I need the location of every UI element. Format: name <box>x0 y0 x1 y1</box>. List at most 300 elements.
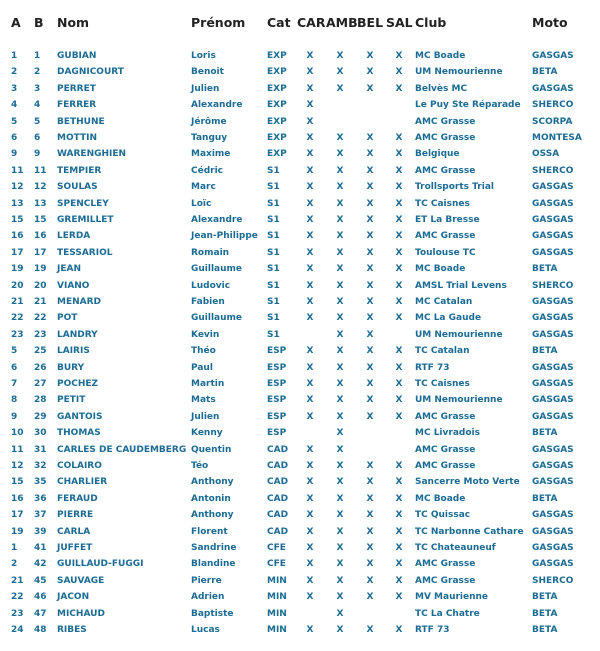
cell-moto: GASGAS <box>532 182 574 193</box>
table-row <box>0 392 600 408</box>
table-row <box>0 491 600 507</box>
cell-moto: BETA <box>532 493 558 504</box>
table-row <box>0 540 600 556</box>
cell-moto: GASGAS <box>532 51 574 61</box>
cell-a: 22 <box>11 313 24 324</box>
cell-nom: BETHUNE <box>57 116 105 127</box>
cell-club: MC Catalan <box>415 297 473 307</box>
cell-bel: X <box>366 67 374 78</box>
cell-car: X <box>306 165 314 176</box>
cell-sal: X <box>395 247 403 258</box>
cell-sal: X <box>395 83 403 94</box>
cell-a: 6 <box>11 133 18 143</box>
cell-moto: BETA <box>532 625 558 635</box>
cell-bel: X <box>366 133 374 143</box>
cell-nom: JEAN <box>57 264 81 275</box>
cell-prenom: Loïc <box>191 198 212 209</box>
cell-b: 16 <box>34 231 47 242</box>
cell-club: TC Catalan <box>415 346 470 357</box>
cell-nom: LAIRIS <box>57 346 90 357</box>
cell-bel: X <box>366 313 374 324</box>
cell-nom: CHARLIER <box>57 477 108 488</box>
cell-cat: CFE <box>267 543 286 553</box>
cell-cat: CAD <box>267 477 289 488</box>
cell-a: 6 <box>11 362 18 373</box>
cell-amb: X <box>336 165 344 176</box>
cell-prenom: Cédric <box>191 165 224 176</box>
cell-prenom: Baptiste <box>191 608 234 619</box>
cell-prenom: Jérôme <box>191 116 227 127</box>
cell-b: 35 <box>34 477 47 488</box>
cell-club: AMC Grasse <box>415 559 476 570</box>
cell-prenom: Kevin <box>191 329 220 340</box>
cell-amb: X <box>336 83 344 94</box>
cell-prenom: Fabien <box>191 297 225 307</box>
cell-sal: X <box>395 625 403 635</box>
cell-a: 4 <box>11 100 18 111</box>
table-row <box>0 556 600 572</box>
cell-a: 20 <box>11 280 24 291</box>
cell-b: 5 <box>34 116 41 127</box>
cell-a: 9 <box>11 411 18 422</box>
cell-nom: COLAIRO <box>57 461 102 471</box>
cell-b: 26 <box>34 362 47 373</box>
cell-car: X <box>306 444 314 455</box>
cell-prenom: Mats <box>191 395 216 406</box>
cell-sal: X <box>395 67 403 78</box>
table-row <box>0 114 600 130</box>
cell-sal: X <box>395 149 403 160</box>
table-row <box>0 228 600 244</box>
cell-cat: ESP <box>267 395 287 406</box>
table-row <box>0 622 600 638</box>
cell-amb: X <box>336 477 344 488</box>
header-row <box>0 14 600 30</box>
cell-b: 28 <box>34 395 47 406</box>
cell-bel: X <box>366 559 374 570</box>
cell-car: X <box>306 559 314 570</box>
cell-nom: POT <box>57 313 78 324</box>
cell-prenom: Théo <box>191 346 216 357</box>
cell-cat: EXP <box>267 149 287 160</box>
cell-cat: CAD <box>267 444 289 455</box>
cell-cat: EXP <box>267 51 287 61</box>
table-row <box>0 310 600 326</box>
table-row <box>0 130 600 146</box>
cell-b: 6 <box>34 133 41 143</box>
cell-b: 32 <box>34 461 47 471</box>
cell-sal: X <box>395 575 403 586</box>
cell-moto: BETA <box>532 67 558 78</box>
table-row <box>0 524 600 540</box>
cell-moto: GASGAS <box>532 395 574 406</box>
cell-car: X <box>306 575 314 586</box>
cell-b: 46 <box>34 592 47 603</box>
cell-club: Toulouse TC <box>415 247 476 258</box>
header-bel: BEL <box>357 15 384 30</box>
cell-amb: X <box>336 280 344 291</box>
cell-sal: X <box>395 346 403 357</box>
cell-bel: X <box>366 625 374 635</box>
cell-club: AMC Grasse <box>415 231 476 242</box>
cell-a: 24 <box>11 625 24 635</box>
cell-amb: X <box>336 182 344 193</box>
cell-prenom: Anthony <box>191 510 234 521</box>
cell-a: 2 <box>11 67 18 78</box>
cell-prenom: Anthony <box>191 477 234 488</box>
cell-sal: X <box>395 477 403 488</box>
cell-amb: X <box>336 559 344 570</box>
table-row <box>0 458 600 474</box>
cell-sal: X <box>395 461 403 471</box>
cell-b: 47 <box>34 608 47 619</box>
cell-car: X <box>306 510 314 521</box>
cell-a: 9 <box>11 149 18 160</box>
cell-amb: X <box>336 329 344 340</box>
cell-a: 5 <box>11 116 18 127</box>
cell-bel: X <box>366 297 374 307</box>
cell-nom: FERAUD <box>57 493 98 504</box>
cell-cat: EXP <box>267 116 287 127</box>
cell-b: 25 <box>34 346 47 357</box>
cell-sal: X <box>395 526 403 537</box>
cell-car: X <box>306 592 314 603</box>
cell-a: 10 <box>11 428 24 439</box>
cell-cat: S1 <box>267 280 280 291</box>
cell-prenom: Kenny <box>191 428 223 439</box>
cell-cat: MIN <box>267 625 287 635</box>
cell-cat: S1 <box>267 165 280 176</box>
cell-a: 17 <box>11 510 24 521</box>
header-club: Club <box>415 15 447 30</box>
cell-b: 20 <box>34 280 47 291</box>
cell-nom: LANDRY <box>57 329 98 340</box>
cell-sal: X <box>395 297 403 307</box>
cell-prenom: Florent <box>191 526 228 537</box>
cell-nom: WARENGHIEN <box>57 149 127 160</box>
cell-bel: X <box>366 329 374 340</box>
cell-nom: BURY <box>57 362 85 373</box>
cell-car: X <box>306 247 314 258</box>
cell-amb: X <box>336 264 344 275</box>
cell-prenom: Guillaume <box>191 264 243 275</box>
cell-club: Belvès MC <box>415 83 468 94</box>
cell-nom: GREMILLET <box>57 215 114 225</box>
cell-b: 9 <box>34 149 41 160</box>
cell-a: 12 <box>11 461 24 471</box>
cell-bel: X <box>366 247 374 258</box>
header-prenom: Prénom <box>191 15 246 30</box>
table-row <box>0 146 600 162</box>
cell-prenom: Ludovic <box>191 280 231 291</box>
cell-club: Le Puy Ste Réparade <box>415 100 521 111</box>
cell-moto: SHERCO <box>532 280 574 291</box>
cell-prenom: Sandrine <box>191 543 237 553</box>
cell-nom: CARLES DE CAUDEMBERG <box>57 444 187 455</box>
table-row <box>0 606 600 622</box>
cell-b: 12 <box>34 182 47 193</box>
cell-b: 23 <box>34 329 47 340</box>
cell-club: AMC Grasse <box>415 116 476 127</box>
cell-club: Trollsports Trial <box>415 182 494 193</box>
cell-club: AMC Grasse <box>415 133 476 143</box>
cell-nom: POCHEZ <box>57 379 99 389</box>
cell-club: RTF 73 <box>415 362 450 373</box>
cell-car: X <box>306 215 314 225</box>
cell-sal: X <box>395 133 403 143</box>
cell-moto: GASGAS <box>532 362 574 373</box>
cell-prenom: Julien <box>191 411 220 422</box>
cell-nom: PERRET <box>57 83 96 94</box>
cell-club: TC La Chatre <box>415 608 480 619</box>
cell-a: 23 <box>11 329 24 340</box>
cell-bel: X <box>366 280 374 291</box>
table-row <box>0 343 600 359</box>
cell-car: X <box>306 411 314 422</box>
cell-amb: X <box>336 313 344 324</box>
cell-amb: X <box>336 493 344 504</box>
cell-a: 19 <box>11 526 24 537</box>
cell-a: 16 <box>11 493 24 504</box>
cell-cat: CFE <box>267 559 286 570</box>
table-row <box>0 327 600 343</box>
cell-prenom: Téo <box>191 461 209 471</box>
cell-amb: X <box>336 297 344 307</box>
cell-car: X <box>306 100 314 111</box>
cell-amb: X <box>336 543 344 553</box>
table-row <box>0 212 600 228</box>
cell-bel: X <box>366 493 374 504</box>
cell-a: 11 <box>11 444 24 455</box>
cell-car: X <box>306 116 314 127</box>
cell-b: 19 <box>34 264 47 275</box>
table-row <box>0 278 600 294</box>
cell-sal: X <box>395 379 403 389</box>
cell-b: 21 <box>34 297 47 307</box>
cell-amb: X <box>336 510 344 521</box>
header-nom: Nom <box>57 15 90 30</box>
cell-moto: GASGAS <box>532 247 574 258</box>
cell-bel: X <box>366 149 374 160</box>
cell-club: MC Livradois <box>415 428 480 439</box>
cell-sal: X <box>395 264 403 275</box>
cell-amb: X <box>336 379 344 389</box>
cell-nom: GANTOIS <box>57 411 103 422</box>
cell-sal: X <box>395 231 403 242</box>
cell-amb: X <box>336 395 344 406</box>
cell-bel: X <box>366 510 374 521</box>
cell-nom: TEMPIER <box>57 165 102 176</box>
cell-cat: S1 <box>267 313 280 324</box>
table-row <box>0 376 600 392</box>
header-b: B <box>34 15 44 30</box>
cell-nom: MOTTIN <box>57 133 97 143</box>
cell-amb: X <box>336 575 344 586</box>
cell-nom: SOULAS <box>57 182 98 193</box>
cell-club: MC Boade <box>415 51 466 61</box>
cell-club: RTF 73 <box>415 625 450 635</box>
cell-car: X <box>306 182 314 193</box>
cell-b: 39 <box>34 526 47 537</box>
cell-sal: X <box>395 592 403 603</box>
cell-a: 13 <box>11 198 24 209</box>
cell-moto: BETA <box>532 608 558 619</box>
cell-cat: S1 <box>267 231 280 242</box>
cell-prenom: Martin <box>191 379 225 389</box>
cell-car: X <box>306 395 314 406</box>
cell-amb: X <box>336 608 344 619</box>
cell-bel: X <box>366 182 374 193</box>
cell-nom: JUFFET <box>57 543 93 553</box>
table-row <box>0 97 600 113</box>
cell-prenom: Alexandre <box>191 100 243 111</box>
cell-moto: GASGAS <box>532 411 574 422</box>
cell-club: AMC Grasse <box>415 461 476 471</box>
cell-bel: X <box>366 346 374 357</box>
cell-moto: GASGAS <box>532 543 574 553</box>
cell-bel: X <box>366 264 374 275</box>
cell-nom: PETIT <box>57 395 86 406</box>
cell-prenom: Quentin <box>191 444 232 455</box>
cell-amb: X <box>336 67 344 78</box>
cell-nom: GUILLAUD-FUGGI <box>57 559 144 570</box>
table-row <box>0 507 600 523</box>
cell-prenom: Antonin <box>191 493 231 504</box>
cell-cat: S1 <box>267 247 280 258</box>
cell-cat: EXP <box>267 83 287 94</box>
cell-nom: SPENCLEY <box>57 198 109 209</box>
cell-moto: GASGAS <box>532 559 574 570</box>
cell-club: MC Boade <box>415 264 466 275</box>
cell-club: Belgique <box>415 149 460 160</box>
cell-b: 2 <box>34 67 41 78</box>
cell-b: 30 <box>34 428 47 439</box>
cell-bel: X <box>366 83 374 94</box>
cell-nom: FERRER <box>57 100 97 111</box>
cell-prenom: Alexandre <box>191 215 243 225</box>
cell-moto: BETA <box>532 592 558 603</box>
cell-car: X <box>306 362 314 373</box>
cell-bel: X <box>366 526 374 537</box>
header-sal: SAL <box>386 15 413 30</box>
header-car: CAR <box>297 15 326 30</box>
table-row <box>0 294 600 310</box>
cell-sal: X <box>395 559 403 570</box>
table-row <box>0 442 600 458</box>
cell-prenom: Loris <box>191 51 216 61</box>
cell-cat: S1 <box>267 198 280 209</box>
cell-a: 5 <box>11 346 18 357</box>
cell-a: 11 <box>11 165 24 176</box>
cell-a: 1 <box>11 543 18 553</box>
cell-sal: X <box>395 165 403 176</box>
cell-club: TC Narbonne Cathare <box>415 526 524 537</box>
cell-a: 19 <box>11 264 24 275</box>
table-row <box>0 245 600 261</box>
table-row <box>0 196 600 212</box>
cell-prenom: Paul <box>191 362 213 373</box>
cell-prenom: Romain <box>191 247 230 258</box>
cell-a: 15 <box>11 215 24 225</box>
cell-cat: EXP <box>267 67 287 78</box>
cell-amb: X <box>336 625 344 635</box>
cell-nom: GUBIAN <box>57 51 97 61</box>
cell-prenom: Maxime <box>191 149 231 160</box>
cell-a: 2 <box>11 559 18 570</box>
cell-amb: X <box>336 215 344 225</box>
cell-bel: X <box>366 51 374 61</box>
cell-amb: X <box>336 247 344 258</box>
cell-sal: X <box>395 395 403 406</box>
cell-amb: X <box>336 444 344 455</box>
cell-sal: X <box>395 198 403 209</box>
cell-moto: BETA <box>532 264 558 275</box>
table-row <box>0 179 600 195</box>
cell-nom: LERDA <box>57 231 91 242</box>
cell-moto: GASGAS <box>532 444 574 455</box>
cell-prenom: Lucas <box>191 625 220 635</box>
cell-b: 15 <box>34 215 47 225</box>
cell-club: AMC Grasse <box>415 444 476 455</box>
cell-nom: MICHAUD <box>57 608 105 619</box>
cell-cat: EXP <box>267 133 287 143</box>
cell-club: AMC Grasse <box>415 575 476 586</box>
cell-b: 3 <box>34 83 41 94</box>
cell-sal: X <box>395 510 403 521</box>
cell-car: X <box>306 280 314 291</box>
cell-club: TC Chateauneuf <box>415 543 496 553</box>
cell-sal: X <box>395 280 403 291</box>
cell-car: X <box>306 51 314 61</box>
cell-bel: X <box>366 165 374 176</box>
cell-car: X <box>306 526 314 537</box>
cell-car: X <box>306 264 314 275</box>
cell-club: AMSL Trial Levens <box>415 280 507 291</box>
cell-cat: CAD <box>267 510 289 521</box>
cell-bel: X <box>366 543 374 553</box>
cell-cat: ESP <box>267 379 287 389</box>
cell-prenom: Marc <box>191 182 216 193</box>
table-row <box>0 474 600 490</box>
cell-moto: GASGAS <box>532 329 574 340</box>
cell-prenom: Adrien <box>191 592 225 603</box>
cell-bel: X <box>366 362 374 373</box>
cell-moto: SHERCO <box>532 100 574 111</box>
table-row <box>0 409 600 425</box>
cell-sal: X <box>395 215 403 225</box>
header-moto: Moto <box>532 15 568 30</box>
table-row <box>0 64 600 80</box>
cell-b: 29 <box>34 411 47 422</box>
table-row <box>0 589 600 605</box>
cell-amb: X <box>336 362 344 373</box>
cell-amb: X <box>336 149 344 160</box>
cell-a: 12 <box>11 182 24 193</box>
cell-b: 11 <box>34 165 47 176</box>
cell-moto: BETA <box>532 428 558 439</box>
cell-nom: CARLA <box>57 526 91 537</box>
cell-nom: MENARD <box>57 297 102 307</box>
cell-club: AMC Grasse <box>415 165 476 176</box>
table-row <box>0 81 600 97</box>
cell-amb: X <box>336 592 344 603</box>
cell-bel: X <box>366 198 374 209</box>
cell-nom: TESSARIOL <box>57 247 113 258</box>
cell-car: X <box>306 313 314 324</box>
cell-moto: BETA <box>532 346 558 357</box>
cell-cat: MIN <box>267 575 287 586</box>
cell-prenom: Pierre <box>191 575 222 586</box>
